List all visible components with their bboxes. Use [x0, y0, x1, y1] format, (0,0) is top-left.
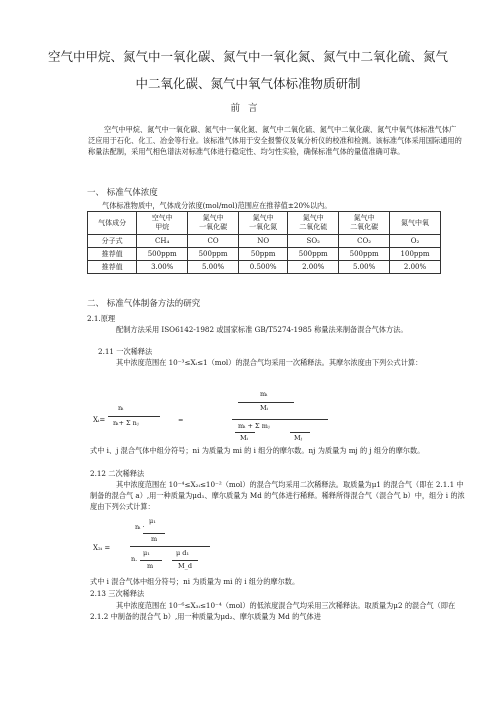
- table-header: 氮气中氧: [390, 212, 441, 235]
- section-1-heading: 一、 标准气体浓度: [87, 188, 158, 198]
- table-row: [88, 261, 441, 274]
- formula-term: n.: [131, 555, 138, 563]
- formula-term: nᵢ+ Σ nⱼ: [113, 419, 139, 427]
- table-cell: 100ppm: [390, 248, 441, 261]
- table-cell: 500ppm: [288, 248, 339, 261]
- table-header: 氮气中 二氧化硫: [288, 212, 339, 235]
- formula-term: mᵢ + Σ mⱼ: [238, 422, 270, 430]
- table-cell: CO₂: [339, 235, 390, 248]
- formula-term: X₂ᵢ =: [93, 544, 111, 552]
- preface-heading: 前言: [230, 103, 266, 114]
- formula-term: mᵢ: [260, 390, 268, 398]
- table-cell: CH₄: [137, 235, 188, 248]
- formula-1-note: 式中 i、j 混合气体中组分符号；ni 为质量为 mi 的 i 组分的摩尔数。nj 为质量为 mj 的 j 组分的摩尔数。: [90, 446, 425, 455]
- formula-term: μ d₁: [176, 549, 190, 557]
- table-header: 氮气中 一氧化碳: [188, 212, 239, 235]
- heading-2-1: 2.1.原理: [87, 314, 116, 323]
- principle-text: 配制方法采用 ISO6142-1982 或国家标准 GB/T5274-1985 称量法来制备混合气体方法。: [116, 325, 408, 334]
- formula-term: Xᵢ=: [93, 416, 106, 424]
- table-row: [88, 248, 441, 261]
- table-cell: 50ppm: [239, 248, 288, 261]
- table-header: 氮气中 二氧化碳: [339, 212, 390, 235]
- table-cell: 0.500%: [239, 261, 288, 274]
- table-cell: 3.00%: [137, 261, 188, 274]
- dilution-3-text: 其中浓度范围在 10⁻⁶≤X₃ᵢ≤10⁻⁴（mol）的低浓度混合气均采用三次稀释法。取质量为μ2 的混合气（即在 2.1.2 中制备的混合气 b）,用一种质量为μd₂、摩尔质量为 Md 的气体进: [90, 601, 456, 621]
- section-2-heading: 二、 标准气体制备方法的研究: [87, 299, 201, 309]
- formula-term: nᵢ ·: [135, 523, 145, 531]
- table-header: 气体成分: [88, 212, 137, 235]
- heading-2-13: 2.13 三次稀释法: [90, 589, 145, 598]
- table-header: 空气中 甲烷: [137, 212, 188, 235]
- formula-2-note: 式中 i 混合气体中组分符号；ni 为质量为 mi 的 i 组分的摩尔数。: [90, 577, 300, 586]
- formula-term: Mᵢ: [240, 434, 248, 442]
- formula-term: m: [147, 562, 154, 570]
- table-cell: 500ppm: [188, 248, 239, 261]
- formula-term: Mⱼ: [294, 434, 303, 442]
- table-header: 氮气中 一氧化氮: [239, 212, 288, 235]
- standard-gas-table: [87, 211, 441, 274]
- heading-2-11: 2.11 一次稀释法: [98, 347, 153, 356]
- formula-term: m: [151, 535, 158, 543]
- table-cell: 500ppm: [339, 248, 390, 261]
- formula-term: nᵢ: [118, 404, 124, 412]
- table-cell: 推荐值: [88, 248, 137, 261]
- formula-term: =: [178, 416, 184, 424]
- table-cell: 5.00%: [188, 261, 239, 274]
- dilution-2-text: 其中浓度范围在 10⁻⁴≤X₂ᵢ≤10⁻²（mol）的混合气均采用二次稀释法。取质量为μ1 的混合气（即在 2.1.1 中制备的混合气 a）,用一种质量为μd₁、摩尔质量为 Md 的气体进行稀释。稀释所得混合气（混合气 b）中，组分 i 的浓度由下列公式计算：: [90, 480, 465, 511]
- title-line-1: 空气中甲烷、氮气中一氧化碳、氮气中一氧化氮、氮气中二氧化硫、氮气: [47, 49, 448, 64]
- table-cell: O₂: [390, 235, 441, 248]
- table-row: [88, 212, 441, 235]
- table-cell: 分子式: [88, 235, 137, 248]
- table-cell: 2.00%: [288, 261, 339, 274]
- table-row: [88, 235, 441, 248]
- section-1-note: 气体标准物质中，气体成分浓度(mol/mol)范围应在推荐值±20%以内。: [102, 201, 332, 210]
- formula-term: Mᵢ: [260, 404, 268, 412]
- table-cell: 5.00%: [339, 261, 390, 274]
- title-line-2: 中二氧化碳、氮气中氧气体标准物质研制: [135, 76, 361, 91]
- formula-term: μ₁: [149, 517, 156, 525]
- dilution-1-text: 其中浓度范围在 10⁻³≤Xᵢ≤1（mol）的混合气均采用一次稀释法。其摩尔浓度由下列公式计算：: [116, 358, 423, 367]
- table-cell: 500ppm: [137, 248, 188, 261]
- preface-text: 空气中甲烷、氮气中一氧化碳、氮气中一氧化氮、氮气中二氧化硫、氮气中二氧化碳、氮气中氧气体标准气体广泛应用于石化、化工、冶金等行业。该标准气体用于安全报警仪及氧分析仪的校准和检测。该标准气体采用国际通用的称量法配制，采用气相色谱法对标准气体进行稳定性、均匀性实验，确保标准气体的量值准确可靠。: [88, 125, 462, 156]
- heading-2-12: 2.12 二次稀释法: [90, 469, 145, 478]
- table-cell: SO₂: [288, 235, 339, 248]
- table-cell: 2.00%: [390, 261, 441, 274]
- table-cell: NO: [239, 235, 288, 248]
- formula-term: μ₁: [143, 549, 150, 557]
- formula-term: M_d: [178, 562, 193, 570]
- table-cell: CO: [188, 235, 239, 248]
- table-cell: 推荐值: [88, 261, 137, 274]
